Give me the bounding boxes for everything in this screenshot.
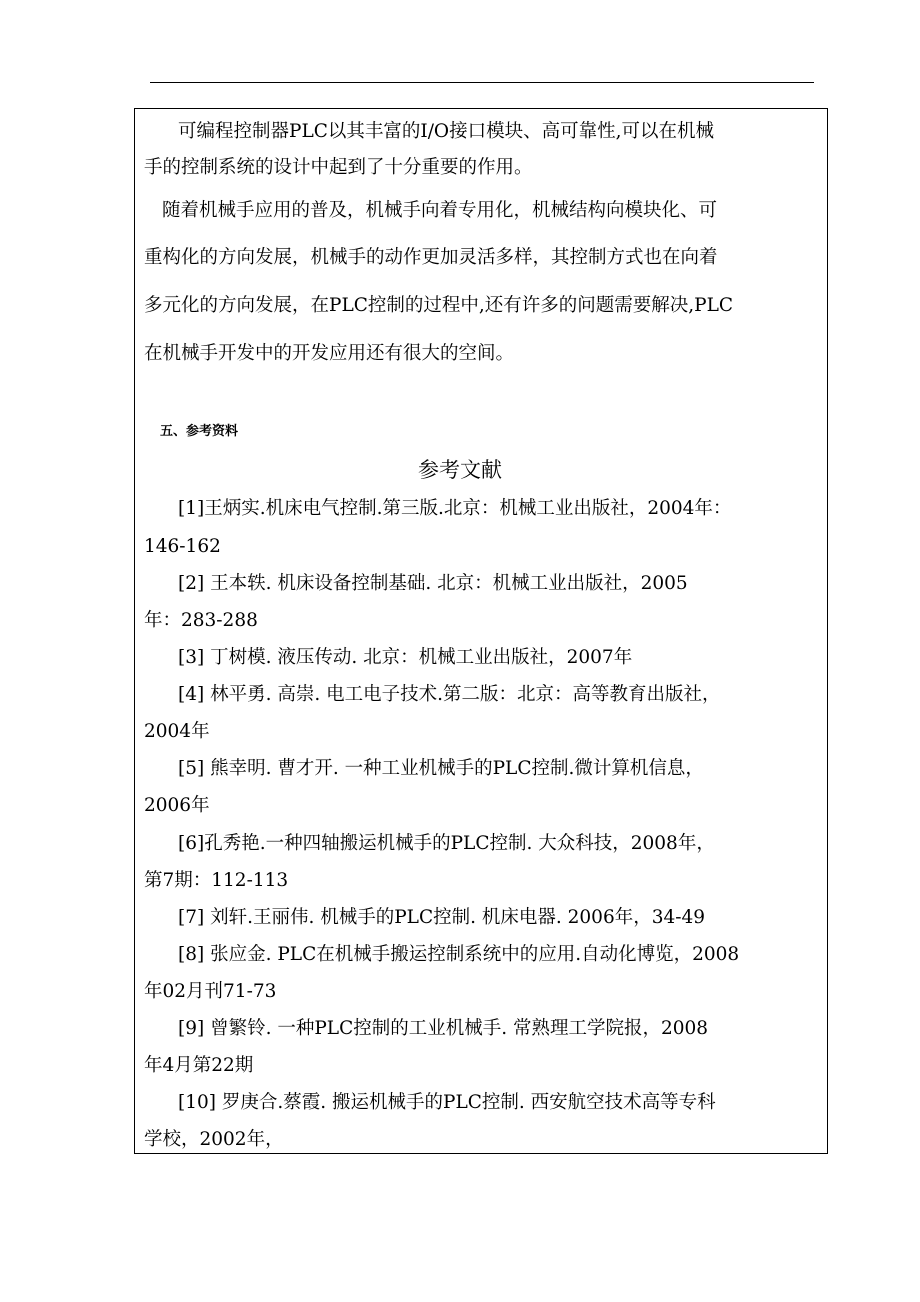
reference-line: 第7期：112-113 — [144, 870, 289, 891]
reference-line: 年4月第22期 — [144, 1055, 254, 1076]
reference-line: [6]孔秀艳.一种四轴搬运机械手的PLC控制. 大众科技，2008年， — [178, 833, 715, 854]
body-line: 在机械手开发中的开发应用还有很大的空间。 — [144, 343, 515, 364]
reference-line: [10] 罗庚合.蔡霞. 搬运机械手的PLC控制. 西安航空技术高等专科 — [178, 1092, 716, 1113]
reference-line: [8] 张应金. PLC在机械手搬运控制系统中的应用.自动化博览，2008 — [178, 944, 740, 965]
body-line: 手的控制系统的设计中起到了十分重要的作用。 — [144, 157, 533, 178]
body-line: 可编程控制器PLC以其丰富的I/O接口模块、高可靠性,可以在机械 — [178, 121, 714, 142]
reference-line: [4] 林平勇. 高崇. 电工电子技术.第二版：北京：高等教育出版社， — [178, 684, 721, 705]
reference-line: 2006年 — [144, 795, 210, 816]
reference-line: 2004年 — [144, 721, 210, 742]
body-line: 重构化的方向发展，机械手的动作更加灵活多样，其控制方式也在向着 — [144, 247, 718, 268]
reference-line: [5] 熊幸明. 曹才开. 一种工业机械手的PLC控制.微计算机信息， — [178, 758, 704, 779]
references-title: 参考文献 — [418, 458, 502, 482]
reference-line: [3] 丁树模. 液压传动. 北京：机械工业出版社，2007年 — [178, 647, 633, 668]
reference-line: [2] 王本轶. 机床设备控制基础. 北京：机械工业出版社，2005 — [178, 573, 688, 594]
header-rule — [150, 82, 814, 83]
reference-line: 学校，2002年， — [144, 1129, 284, 1150]
reference-line: 年：283-288 — [144, 610, 258, 631]
reference-line: 年02月刊71-73 — [144, 981, 277, 1002]
reference-line: [7] 刘轩.王丽伟. 机械手的PLC控制. 机床电器. 2006年，34-49 — [178, 907, 706, 928]
section-heading: 五、参考资料 — [160, 424, 239, 439]
body-line: 随着机械手应用的普及，机械手向着专用化，机械结构向模块化、可 — [162, 200, 718, 221]
reference-line: [9] 曾繁铃. 一种PLC控制的工业机械手. 常熟理工学院报，2008 — [178, 1018, 709, 1039]
reference-line: [1]王炳实.机床电气控制.第三版.北京：机械工业出版社，2004年： — [178, 498, 732, 519]
reference-line: 146-162 — [144, 536, 221, 557]
body-line: 多元化的方向发展，在PLC控制的过程中,还有许多的问题需要解决,PLC — [144, 295, 734, 316]
